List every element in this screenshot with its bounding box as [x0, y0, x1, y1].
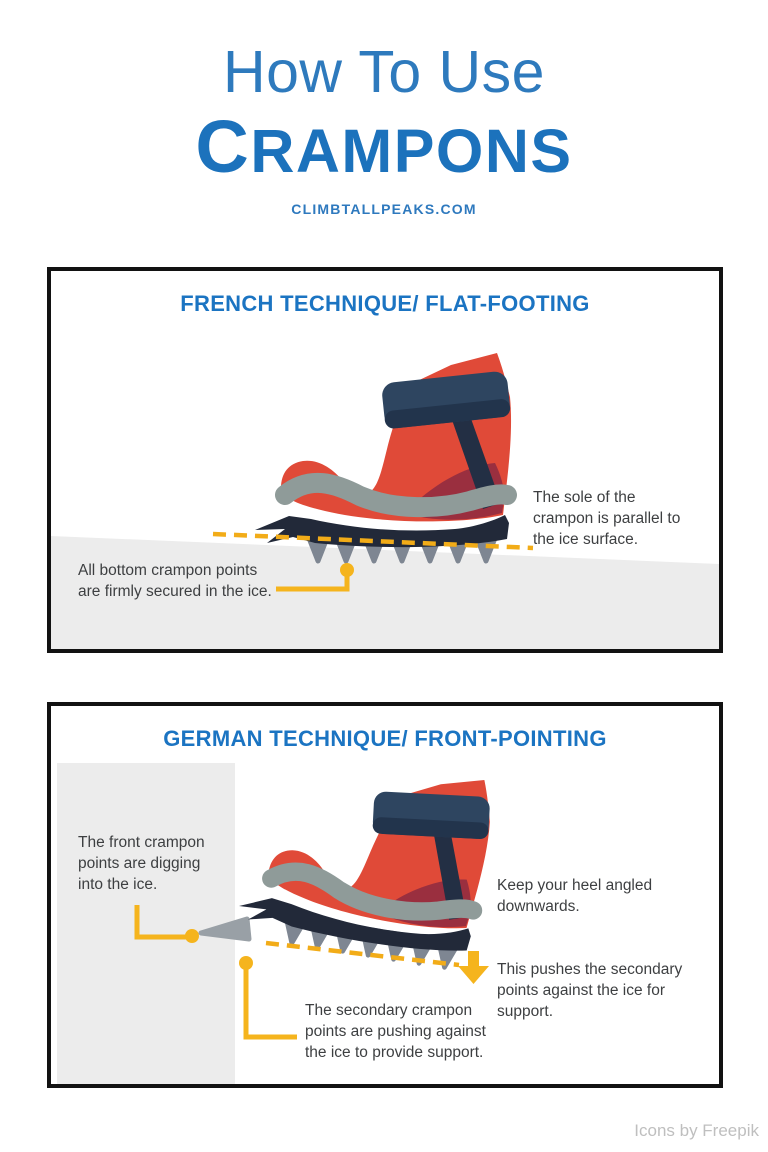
website-url: CLIMBTALLPEAKS.COM: [291, 201, 477, 217]
annotation-secondary-push-text: This pushes the secondary points against the ice for support.: [497, 961, 683, 1021]
panel-title-german: GERMAN TECHNIQUE/ FRONT-POINTING: [163, 726, 607, 751]
annotation-bottom-points: All bottom crampon points are firmly secured in the ice.: [78, 562, 272, 601]
panel-title-french: FRENCH TECHNIQUE/ FLAT-FOOTING: [180, 291, 590, 316]
boot-with-crampon-icon: [255, 353, 511, 561]
icons-credit: Icons by Freepik: [634, 1121, 759, 1140]
panel-french-technique: [47, 267, 723, 653]
annotation-heel-angle: [497, 854, 682, 1065]
annotation-secondary-points: The secondary crampon points are pushing against the ice to provide support.: [305, 1002, 486, 1062]
connector-dot: [185, 929, 199, 943]
boot-with-crampon-icon: [235, 745, 498, 971]
annotation-sole-parallel: The sole of the crampon is parallel to the ice surface.: [533, 489, 681, 549]
main-title-line2: CRAMPONS: [195, 105, 573, 188]
connector-secondary-points: [239, 956, 297, 1037]
annotation-front-points: The front crampon points are digging into the ice.: [78, 834, 205, 894]
panel-german-technique: [47, 702, 723, 1088]
connector-dot: [340, 563, 354, 577]
down-arrow-icon: [458, 951, 489, 984]
ice-wall: [57, 763, 235, 1084]
main-title-line1: How To Use: [223, 39, 545, 105]
annotation-heel-angle-text: Keep your heel angled downwards.: [497, 877, 653, 916]
